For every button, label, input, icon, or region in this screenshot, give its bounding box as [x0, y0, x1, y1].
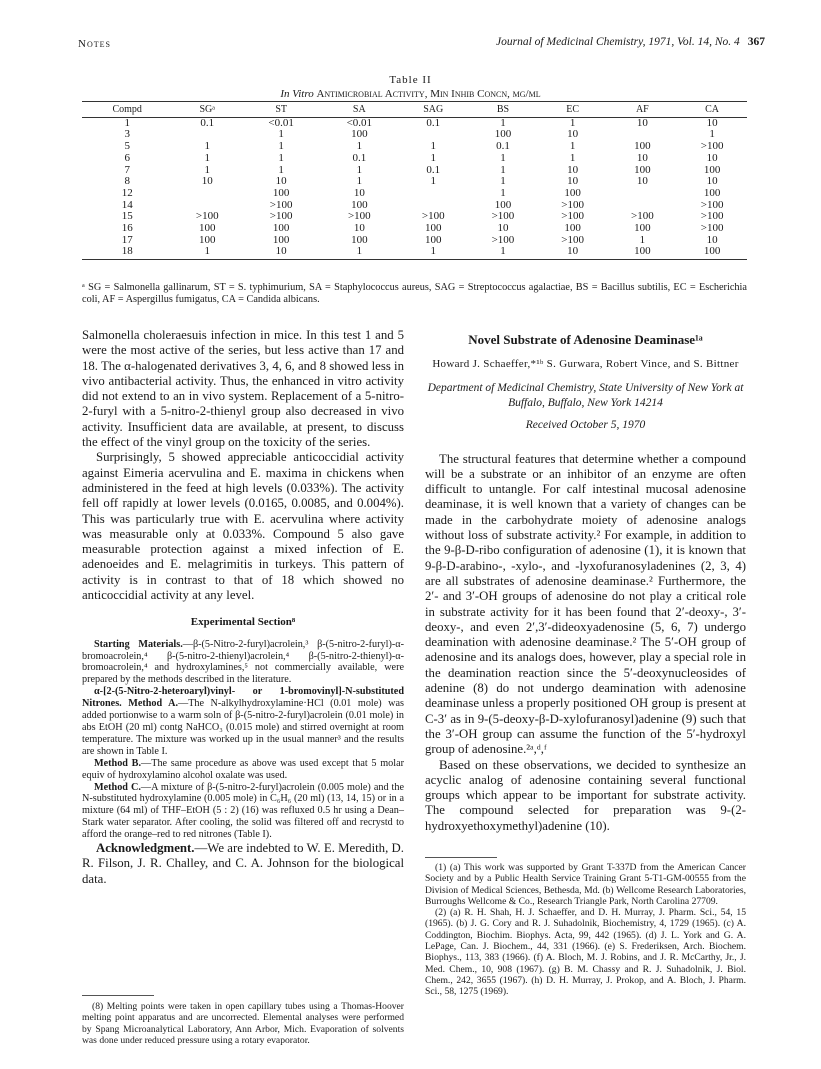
mic-cell: 100	[703, 186, 721, 199]
mic-cell: 100	[198, 222, 216, 235]
table-caption-rest: Antimicrobial Activity, Min Inhib Concn, μg/ml	[316, 88, 541, 100]
mic-cell: 10	[201, 175, 213, 188]
mic-cell: 100	[703, 163, 721, 176]
mic-cell: 10	[538, 246, 608, 259]
reference-1: (1) (a) This work was supported by Grant T-337D from the American Cancer Society and by a Public Health Service Training Grant 5-T1-GM-00555 from the Division of Medical Sciences, Bethesda, Md. (b) Wellcome Research Laboratories, Burroughs Wellcome & Co., Research Triangle Park, North Carolina 27709.	[425, 862, 746, 907]
exp-starting-materials	[82, 639, 404, 687]
mic-cell: 1	[204, 163, 210, 176]
mic-cell: >100	[269, 198, 293, 211]
experimental-section	[82, 639, 404, 841]
article-authors: Howard J. Schaeffer,*¹ᵇ S. Gurwara, Robert Vince, and S. Bittner	[432, 358, 739, 371]
table-body	[82, 117, 747, 259]
mic-cell: 1	[278, 140, 284, 153]
compound-cell: 18	[82, 246, 172, 259]
mic-cell: 0.1	[496, 140, 510, 153]
mic-cell: 1	[500, 116, 506, 129]
compound-cell: 15	[121, 210, 133, 223]
mic-cell: 100	[424, 222, 442, 235]
page-number: 367	[747, 36, 765, 48]
table-caption-italic: In Vitro	[280, 88, 314, 100]
mic-cell	[608, 188, 678, 200]
mic-cell: 1	[468, 246, 538, 259]
mic-cell: 1	[500, 163, 506, 176]
mic-cell: >100	[700, 198, 724, 211]
mic-cell: 1	[430, 140, 436, 153]
antimicrobial-activity-table	[82, 101, 747, 260]
paragraph-continued: Salmonella choleraesuis infection in mice. In this test 1 and 5 were the most active of the series, but less active than 17 and 18. The α-halogenated derivatives 3, 4, 6, and 8 showed less in vivo antibacterial activity. Thus, the enhanced in vitro activity did not extend to an in vivo system. Replacement of a 5-nitro-2-furyl with a 5-nitro-2-thienyl group also decreased in vivo activity. Insufficient data are available, at present, to discuss the effect of the vinyl group on the toxicity of the series.	[82, 328, 404, 450]
article-affiliation: Department of Medicinal Chemistry, State University of New York at Buffalo, Buffalo, New York 14214	[427, 382, 744, 409]
exp-starting-materials-head: Starting Materials.	[94, 638, 183, 650]
mic-cell: 100	[634, 163, 651, 176]
column-header: AF	[608, 102, 678, 118]
experimental-heading: Experimental Section⁸	[190, 616, 296, 629]
mic-cell: <0.01	[346, 116, 373, 129]
mic-cell: 100	[272, 186, 290, 199]
received-date: Received October 5, 1970	[525, 419, 646, 432]
mic-cell: 10	[497, 222, 509, 235]
mic-cell	[398, 188, 468, 200]
mic-cell: 100	[634, 140, 651, 153]
mic-cell: 10	[636, 175, 648, 188]
mic-cell: 10	[567, 175, 579, 188]
mic-cell: 10	[567, 128, 579, 141]
acknowledgment-head: Acknowledgment.	[96, 841, 195, 856]
mic-cell: >100	[630, 210, 654, 223]
table-footnote: ᵃ SG = Salmonella gallinarum, ST = S. typhimurium, SA = Staphylococcus aureus, SAG = Streptococcus agalactiae, BS = Bacillus subtilis, EC = Escherichia coli, AF = Aspergillus fumigatus, CA = Candida albicans.	[82, 282, 747, 305]
reference-divider	[425, 857, 497, 858]
exp-method-a-text: —The N-alkylhydroxylamine·HCl (0.01 mole) was added portionwise to a warm soln of β-(5-nitro-2-furyl)acrolein (0.01 mole) in abs EtOH (20 ml) contg NaHCO₃ (0.015 mole) and stirred overnight at room temperature. The mixture was worked up in the usual manner³ and the results are shown in Table I.	[82, 698, 404, 757]
table-row	[82, 246, 747, 259]
table-title: Table II	[389, 74, 432, 86]
mic-cell: 100	[272, 233, 290, 246]
column-header: BS	[468, 102, 538, 118]
table-row	[82, 223, 747, 235]
reference-list	[425, 862, 746, 998]
compound-cell: 14	[121, 198, 133, 211]
mic-cell: 100	[272, 222, 290, 235]
mic-cell: 100	[198, 233, 216, 246]
mic-cell: 10	[706, 175, 718, 188]
footnote-8-text: (8) Melting points were taken in open capillary tubes using a Thomas-Hoover melting point apparatus and are uncorrected. Elemental analyses were performed by Spang Microanalytical Laboratory, Ann Arbor, Mich. Evaporation of solvents was done under reduced pressure using a rotary evaporator.	[82, 1001, 404, 1046]
column-header: SAG	[398, 102, 468, 118]
mic-cell: >100	[421, 210, 445, 223]
column-header: CA	[677, 102, 747, 118]
mic-cell: 1	[204, 140, 210, 153]
mic-cell: 1	[709, 128, 715, 141]
exp-method-a	[82, 686, 404, 757]
mic-cell: 10	[242, 246, 320, 259]
running-head-section: Notes	[78, 38, 111, 50]
exp-method-c	[82, 782, 404, 842]
mic-cell: >100	[491, 210, 515, 223]
mic-cell: 10	[567, 163, 579, 176]
mic-cell: 1	[356, 140, 363, 153]
mic-cell: 1	[500, 186, 506, 199]
mic-cell: 1	[430, 175, 436, 188]
mic-cell: 1	[278, 151, 284, 164]
exp-method-b	[82, 758, 404, 782]
compound-cell: 12	[121, 186, 133, 199]
compound-cell: 7	[124, 163, 130, 176]
journal-name: Journal of Medicinal Chemistry, 1971, Vol. 14, No. 4	[496, 36, 740, 48]
mic-cell: 1	[320, 246, 398, 259]
mic-cell: 100	[494, 128, 512, 141]
mic-cell: >100	[700, 140, 724, 153]
mic-cell: 100	[634, 222, 651, 235]
table-row	[82, 188, 747, 200]
exp-method-b-head: Method B.	[94, 757, 142, 769]
paragraph-synthesis: Based on these observations, we decided to synthesize an acyclic analog of adenosine containing several functional groups which appear to be important for substrate activity. The compound selected for preparation was 9-(2-hydroxyethoxymethyl)adenine (10).	[425, 757, 746, 833]
mic-cell: >100	[700, 222, 724, 235]
mic-cell: 100	[564, 222, 581, 235]
mic-cell	[172, 188, 242, 200]
mic-cell: 1	[398, 246, 468, 259]
exp-method-c-text: —A mixture of β-(5-nitro-2-furyl)acrolein (0.005 mole) and the N-substituted hydroxylamine (0.005 mole) in C₆H₆ (20 ml) (13, 14, 15) or in a mixture (64 ml) of THF–EtOH (5 : 2) (16) was refluxed 0.5 hr using a Dean–Stark water separator. After cooling, the solid was filtered off and recrystd to afford the orange–red to red nitrones (Table I).	[82, 781, 405, 841]
exp-method-a-head: α-[2-(5-Nitro-2-heteroaryl)vinyl- or 1-bromovinyl]-N-substituted Nitrones. Method A.	[82, 686, 404, 710]
paragraph-intro: The structural features that determine whether a compound will be a substrate or an inhibitor of an enzyme are often difficult to untangle. For calf intestinal mucosal adenosine deaminase, it is well known that a variety of changes can be made in the carbohydrate moiety of adenosine analogs without loss of substrate activity.² For example, in addition to the 9-β-D-ribo configuration of adenosine (1), it is known that 9-β-D-arabino-, -xylo-, and -lyxofuranosyladenines (2, 3, 4) are all substrates of adenosine deaminase.² Furthermore, the 2′- and 3′-OH groups of adenosine do not play a critical role in substrate activity for it has been found that 2′-deoxy-, 3′-deoxy-, and even 2′,3′-dideoxyadenosine (5, 6, 7) undergo deamination with adenosine deaminase.² The 5′-OH group of adenosine and its analogs does, however, play a special role in the deamination reaction since the 5′-deoxynucleosides of adenine (8) do not undergo deamination with adenosine deaminase unless a properly positioned OH group is present at C-3′ as in 9-(5-deoxy-β-D-xylofuranosyl)adenine (9) such that the 3′-OH group can assume the function of the 5′-hydroxyl group of adenosine.²ᵃ,ᵈ,ᶠ	[425, 451, 746, 757]
mic-cell: 1	[639, 233, 646, 246]
compound-cell: 6	[124, 151, 130, 164]
mic-cell: 1	[172, 246, 242, 259]
mic-cell: >100	[269, 210, 293, 223]
mic-cell: >100	[491, 233, 515, 246]
exp-starting-materials-text: —β-(5-Nitro-2-furyl)acrolein,³ β-(5-nitro-2-furyl)-α-bromoacrolein,⁴ β-(5-nitro-2-thienyl)acrolein,⁴ β-(5-nitro-2-thienyl)-α-bromoacrolein,⁴ and hydroxylamines,⁵ not commercially available, were prepared by the methods described in the literature.	[82, 638, 404, 686]
table-row	[82, 117, 747, 129]
mic-cell: 10	[706, 116, 718, 129]
right-column	[425, 328, 746, 834]
mic-cell: 100	[424, 233, 442, 246]
table-row	[82, 153, 747, 165]
mic-cell: 1	[500, 151, 506, 164]
mic-cell: 10	[636, 151, 648, 164]
compound-cell: 3	[124, 128, 130, 141]
mic-cell: 1	[204, 151, 210, 164]
column-header: SA	[320, 102, 398, 118]
mic-cell: 10	[275, 175, 287, 188]
mic-cell: >100	[561, 210, 584, 223]
left-column	[82, 328, 404, 887]
mic-cell: 1	[569, 140, 576, 153]
mic-cell: >100	[700, 210, 724, 223]
mic-cell: 1	[430, 151, 436, 164]
mic-cell: 1	[278, 128, 284, 141]
paragraph-anticoccidial: Surprisingly, 5 showed appreciable anticoccidial activity against Eimeria acervulina and E. maxima in chickens when administered in the feed at high levels (0.033%). The activity fell off rapidly at lower levels (0.0165, 0.0085, and 0.004%). This was particularly true with E. acervulina where activity was measurable only at 0.033%. Compound 5 also gave measurable protection against a mixed infection of E. adenoeides and E. melagrimitis in turkeys. This pattern of activity is in contrast to that of 18 which showed no anticoccidial activity at any level.	[82, 450, 404, 603]
column-header: ST	[242, 102, 320, 118]
column-header: EC	[538, 102, 608, 118]
mic-cell: 1	[569, 151, 576, 164]
article-title: Novel Substrate of Adenosine Deaminase¹ᵃ	[468, 332, 703, 347]
mic-cell: 10	[353, 186, 365, 199]
mic-cell: <0.01	[268, 116, 294, 129]
mic-cell: 10	[706, 151, 718, 164]
mic-cell: 100	[351, 233, 368, 246]
table-caption	[0, 88, 821, 100]
mic-cell: 10	[636, 116, 648, 129]
exp-method-c-head: Method C.	[94, 781, 141, 793]
mic-cell: 100	[351, 198, 368, 211]
mic-cell: 0.1	[426, 116, 441, 129]
compound-cell: 17	[121, 233, 133, 246]
mic-cell: >100	[561, 198, 584, 211]
mic-cell: 100	[564, 186, 581, 199]
mic-cell: 0.1	[426, 163, 441, 176]
compound-cell: 5	[124, 140, 130, 153]
table-row	[82, 176, 747, 188]
column-header: SGᵃ	[172, 102, 242, 118]
mic-cell: 0.1	[200, 116, 215, 129]
mic-cell: 1	[278, 163, 284, 176]
acknowledgment-text: —We are indebted to W. E. Meredith, D. R. Filson, J. R. Challey, and C. A. Johnson for the biological data.	[82, 841, 404, 886]
mic-cell: >100	[561, 233, 584, 246]
compound-cell: 1	[124, 116, 130, 129]
footnote-divider	[82, 995, 154, 996]
mic-cell: 1	[356, 175, 363, 188]
mic-cell: 1	[500, 175, 506, 188]
mic-cell: >100	[195, 210, 219, 223]
table-header-row	[82, 102, 747, 118]
mic-cell: >100	[347, 210, 371, 223]
mic-cell: 100	[494, 198, 512, 211]
mic-cell: 100	[351, 128, 368, 141]
mic-cell: 100	[608, 246, 678, 259]
mic-cell: 0.1	[352, 151, 367, 164]
footnote-8	[82, 1001, 404, 1046]
compound-cell: 16	[121, 222, 133, 235]
compound-cell: 8	[124, 175, 130, 188]
mic-cell: 10	[353, 222, 365, 235]
mic-cell: 1	[569, 116, 576, 129]
mic-cell: 1	[356, 163, 363, 176]
column-header: Compd	[82, 102, 172, 118]
mic-cell: 10	[706, 233, 718, 246]
acknowledgment	[82, 841, 404, 887]
journal-citation	[496, 36, 765, 48]
reference-2: (2) (a) R. H. Shah, H. J. Schaeffer, and D. H. Murray, J. Pharm. Sci., 54, 15 (1965). (b) J. G. Cory and R. J. Suhadolnik, Biochemistry, 4, 1729 (1965). (c) A. Coddington, Biochim. Biophys. Acta, 99, 442 (1965). (d) J. L. York and G. A. LePage, Can. J. Biochem., 44, 331 (1966). (e) S. Frederiksen, Arch. Biochem. Biophys., 113, 383 (1966). (f) A. Bloch, M. J. Robins, and J. R. McCarthy, Jr., J. Med. Chem., 10, 908 (1967). (g) B. M. Chassy and R. J. Suhadolnik, J. Biol. Chem., 242, 3655 (1967). (h) D. H. Murray, J. Prokop, and A. Bloch, J. Pharm. Sci., 58, 1275 (1969).	[425, 907, 746, 998]
mic-cell: 100	[677, 246, 747, 259]
exp-method-b-text: —The same procedure as above was used except that 5 molar equiv of hydroxylamino alcohol oxalate was used.	[82, 757, 405, 781]
